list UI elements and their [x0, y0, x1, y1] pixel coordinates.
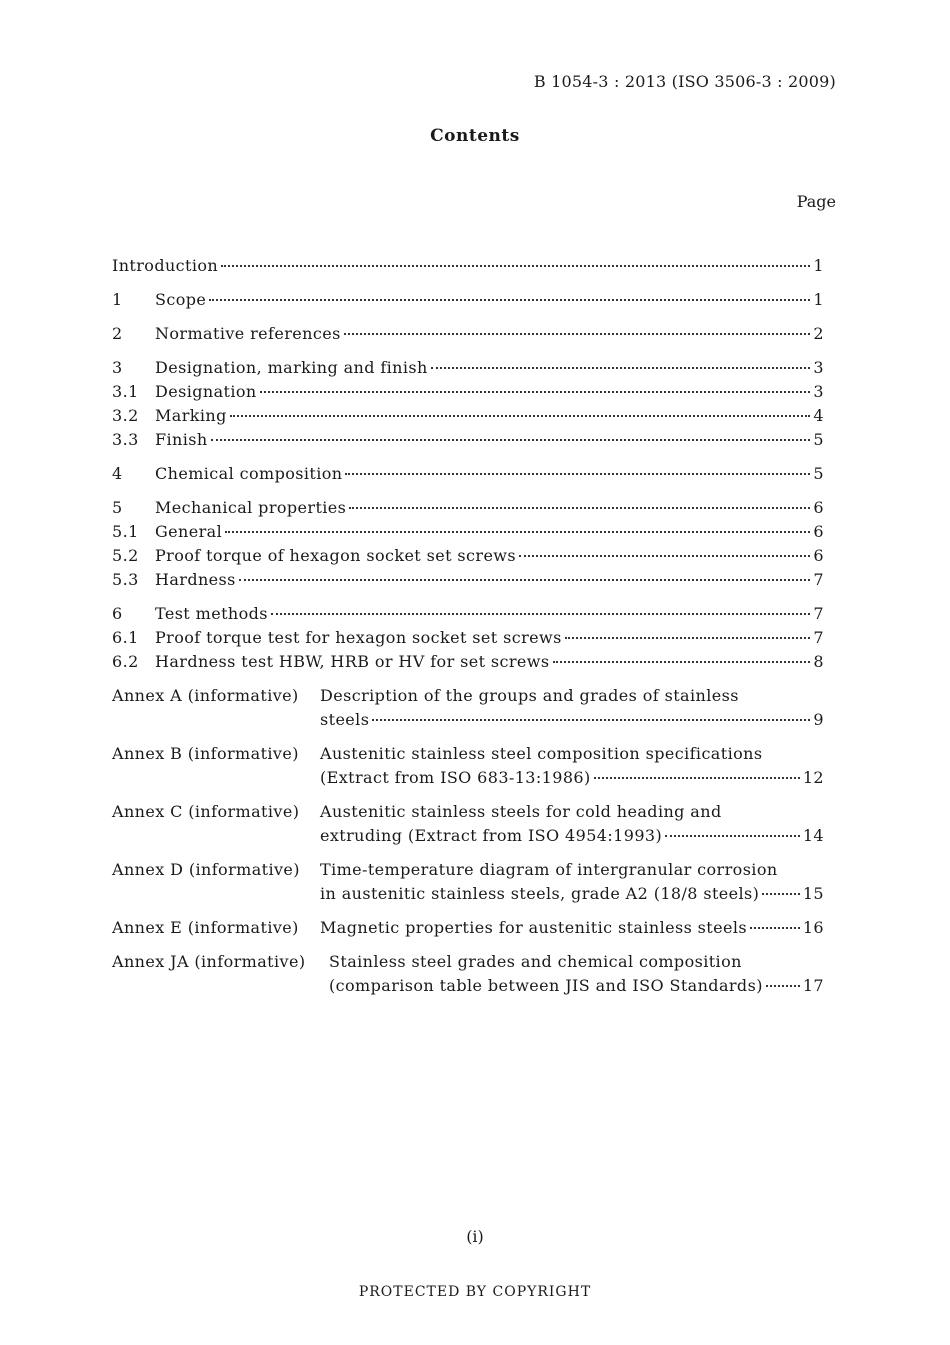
toc-title: Designation, marking and finish [155, 358, 428, 377]
toc-title: Finish [155, 430, 208, 449]
annex-title-line1: Description of the groups and grades of stainless [320, 686, 739, 705]
toc-entry-normative-references[interactable] [112, 322, 824, 346]
annex-title-line2: extruding (Extract from ISO 4954:1993) [320, 826, 663, 845]
toc-entry-annex-d[interactable] [112, 858, 824, 906]
leader-dots [431, 367, 811, 369]
leader-dots [221, 265, 810, 267]
toc-entry-annex-ja[interactable] [112, 950, 824, 998]
toc-number: 6.2 [112, 652, 139, 671]
annex-label: Annex C (informative) [112, 802, 300, 821]
toc-number: 1 [112, 290, 123, 309]
annex-label: Annex E (informative) [112, 918, 299, 937]
toc-page: 6 [813, 498, 824, 517]
toc-entry-hardness[interactable] [112, 568, 824, 592]
toc-entry-designation[interactable] [112, 380, 824, 404]
toc-page: 4 [813, 406, 824, 425]
annex-title-line2: (comparison table between JIS and ISO Standards) [329, 976, 763, 995]
toc-number: 4 [112, 464, 123, 483]
leader-dots [762, 893, 800, 895]
toc-page: 2 [813, 324, 824, 343]
toc-number: 6 [112, 604, 123, 623]
table-of-contents [112, 254, 824, 998]
leader-dots [345, 473, 810, 475]
leader-dots [594, 777, 800, 779]
toc-entry-marking[interactable] [112, 404, 824, 428]
toc-number: 5 [112, 498, 123, 517]
toc-entry-mechanical-properties[interactable] [112, 496, 824, 520]
toc-page: 9 [813, 710, 824, 729]
toc-entry-general[interactable] [112, 520, 824, 544]
toc-page: 7 [813, 604, 824, 623]
annex-label: Annex JA (informative) [112, 952, 306, 971]
toc-page: 12 [802, 768, 824, 787]
leader-dots [372, 719, 810, 721]
page-title: Contents [430, 126, 520, 146]
toc-title: Mechanical properties [155, 498, 347, 517]
toc-title: Normative references [155, 324, 341, 343]
toc-number: 5.1 [112, 522, 139, 541]
toc-number: 5.2 [112, 546, 139, 565]
leader-dots [349, 507, 810, 509]
toc-entry-scope[interactable] [112, 288, 824, 312]
leader-dots [565, 637, 811, 639]
toc-title: Test methods [155, 604, 268, 623]
annex-title-line1: Austenitic stainless steel composition specifications [320, 744, 763, 763]
toc-entry-annex-c[interactable] [112, 800, 824, 848]
annex-title-line2: in austenitic stainless steels, grade A2 (18/8 steels) [320, 884, 760, 903]
toc-title: Hardness [155, 570, 236, 589]
toc-title: Introduction [112, 256, 219, 275]
toc-page: 6 [813, 546, 824, 565]
leader-dots [750, 927, 800, 929]
toc-page: 3 [813, 358, 824, 377]
toc-page: 14 [802, 826, 824, 845]
leader-dots [271, 613, 811, 615]
toc-page: 15 [802, 884, 824, 903]
annex-title-line1: Time-temperature diagram of intergranular corrosion [320, 860, 778, 879]
toc-page: 3 [813, 382, 824, 401]
leader-dots [230, 415, 811, 417]
annex-label: Annex B (informative) [112, 744, 299, 763]
toc-page: 1 [813, 256, 824, 275]
leader-dots [665, 835, 800, 837]
toc-title: Designation [155, 382, 257, 401]
toc-page: 6 [813, 522, 824, 541]
toc-entry-test-methods[interactable] [112, 602, 824, 626]
toc-title: Proof torque test for hexagon socket set screws [155, 628, 562, 647]
toc-number: 5.3 [112, 570, 139, 589]
page-number: (i) [466, 1227, 484, 1246]
leader-dots [260, 391, 811, 393]
toc-number: 3.1 [112, 382, 139, 401]
toc-entry-chemical-composition[interactable] [112, 462, 824, 486]
leader-dots [553, 661, 811, 663]
copyright-notice: PROTECTED BY COPYRIGHT [358, 1284, 592, 1300]
toc-entry-proof-torque-test[interactable] [112, 626, 824, 650]
annex-title-line1: Magnetic properties for austenitic stainless steels [320, 918, 747, 937]
toc-title: Chemical composition [155, 464, 343, 483]
toc-page: 1 [813, 290, 824, 309]
toc-page: 5 [813, 464, 824, 483]
toc-entry-hardness-test[interactable] [112, 650, 824, 674]
toc-entry-finish[interactable] [112, 428, 824, 452]
toc-page: 17 [802, 976, 824, 995]
toc-page: 8 [813, 652, 824, 671]
toc-page: 7 [813, 570, 824, 589]
leader-dots [519, 555, 810, 557]
toc-number: 6.1 [112, 628, 139, 647]
toc-number: 2 [112, 324, 123, 343]
toc-title: Marking [155, 406, 227, 425]
toc-entry-designation-marking-finish[interactable] [112, 356, 824, 380]
toc-number: 3.2 [112, 406, 139, 425]
toc-entry-proof-torque[interactable] [112, 544, 824, 568]
annex-title-line1: Stainless steel grades and chemical composition [329, 952, 742, 971]
annex-title-line1: Austenitic stainless steels for cold heading and [320, 802, 722, 821]
toc-number: 3.3 [112, 430, 139, 449]
toc-entry-annex-a[interactable] [112, 684, 824, 732]
leader-dots [225, 531, 810, 533]
toc-title: Proof torque of hexagon socket set screws [155, 546, 517, 565]
toc-entry-introduction[interactable] [112, 254, 824, 278]
toc-entry-annex-b[interactable] [112, 742, 824, 790]
toc-entry-annex-e[interactable] [112, 916, 824, 940]
document-identifier: B 1054-3 : 2013 (ISO 3506-3 : 2009) [533, 72, 836, 91]
leader-dots [766, 985, 800, 987]
toc-number: 3 [112, 358, 123, 377]
toc-title: Hardness test HBW, HRB or HV for set screws [155, 652, 550, 671]
toc-page: 16 [802, 918, 824, 937]
toc-title: General [155, 522, 223, 541]
toc-title: Scope [155, 290, 207, 309]
annex-title-line2: (Extract from ISO 683-13:1986) [320, 768, 591, 787]
leader-dots [209, 299, 810, 301]
leader-dots [211, 439, 811, 441]
annex-label: Annex A (informative) [112, 686, 299, 705]
page-column-heading: Page [796, 192, 836, 211]
leader-dots [344, 333, 811, 335]
toc-page: 5 [813, 430, 824, 449]
annex-title-line2: steels [320, 710, 370, 729]
leader-dots [239, 579, 811, 581]
annex-label: Annex D (informative) [112, 860, 300, 879]
toc-page: 7 [813, 628, 824, 647]
